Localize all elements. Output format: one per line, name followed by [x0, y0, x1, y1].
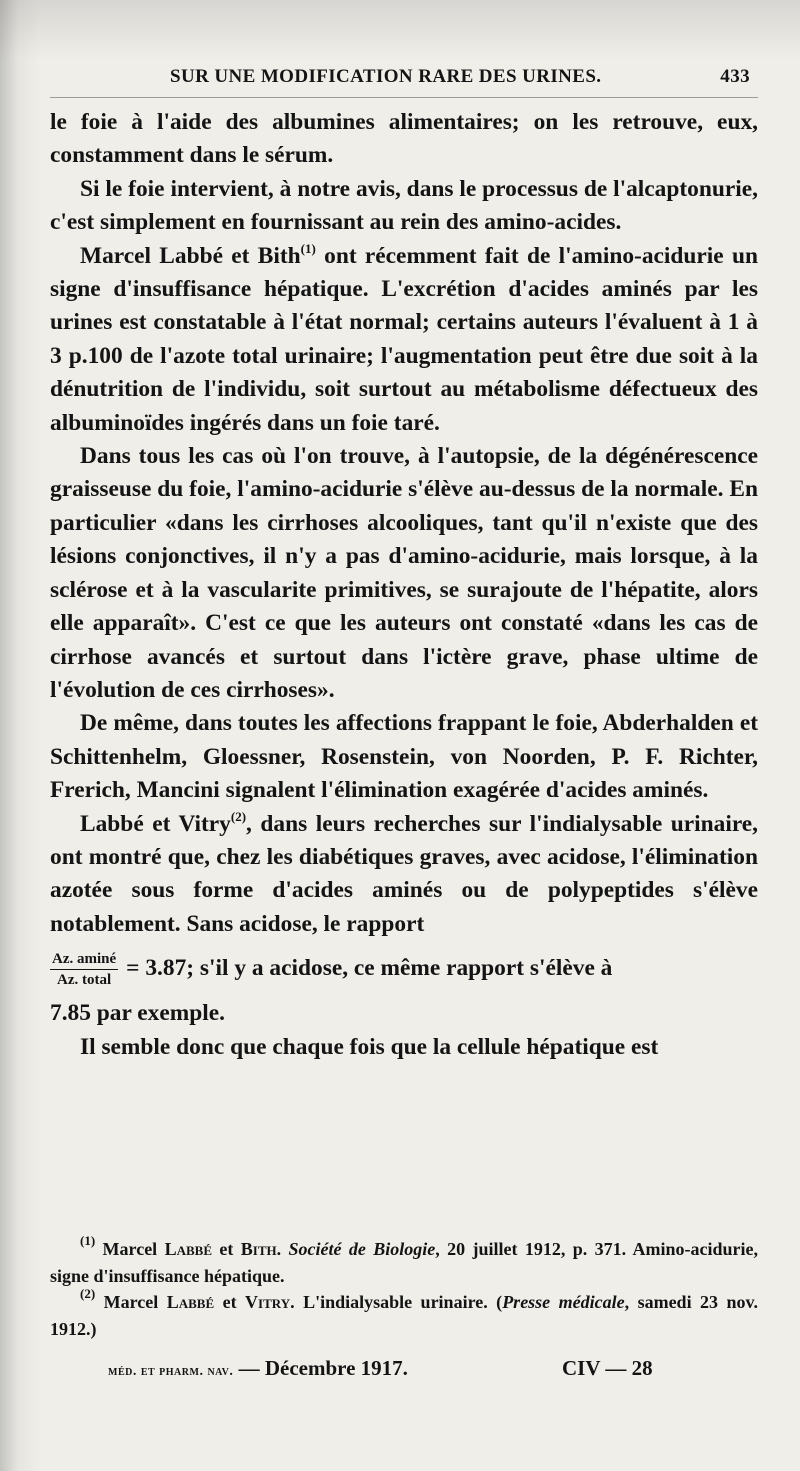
footnote-2-text: , samedi 23 nov. 1912.): [50, 1292, 758, 1339]
footnote-2-text: et: [214, 1292, 246, 1312]
footnote-ref-2: (2): [230, 808, 247, 824]
formula-text: = 3.87; s'il y a acidose, ce même rapport s'élève à: [126, 955, 613, 982]
footer-date: Décembre 1917.: [264, 1356, 408, 1380]
signature-mark: CIV — 28: [562, 1356, 653, 1380]
page-number: 433: [720, 66, 750, 87]
footnote-1-text: et: [212, 1239, 241, 1259]
running-head: [50, 66, 758, 94]
body-text: [50, 106, 758, 1064]
paragraph-4: Dans tous les cas où l'on trouve, à l'autopsie, de la dégénérescence graisseuse du foie, l'amino-acidurie s'élève au-dessus de la normale. En particulier «dans les cirrhoses alcooliques, tant qu'il n'existe que des lésions conjonctives, il n'y a pas d'amino-acidurie, mais lorsque, à la sclérose et à la vascularite primitives, se surajoute de l'hépatite, alors elle apparaît». C'est ce que les auteurs ont constaté «dans les cas de cirrhose avancés et surtout dans l'ictère grave, phase ultime de l'évolution de ces cirrhoses».: [50, 443, 758, 703]
paragraph-6-lead: Labbé et Vitry: [80, 810, 231, 837]
ratio-formula: [50, 941, 758, 997]
ratio-fraction: [50, 950, 118, 989]
author-bith: Bith: [240, 1239, 277, 1259]
paragraph-6-text: , dans leurs recherches sur l'indialysable urinaire, ont montré que, chez les diabétiques graves, avec acidose, l'élimination azotée sous forme d'acides aminés ou de polypeptides s'élève notablement. Sans acidose, le rapport: [50, 810, 759, 937]
page-footer: [50, 1354, 758, 1384]
paragraph-2: Si le foie intervient, à notre avis, dans le processus de l'alcaptonurie, c'est simplement en fournissant au rein des amino-acides.: [50, 175, 758, 236]
fraction-denominator: Az. total: [57, 971, 112, 988]
footnote-ref-1: (1): [300, 240, 316, 256]
footer-journal: méd. et pharm. nav.: [108, 1364, 234, 1379]
journal-title: Société de Biologie: [288, 1239, 436, 1259]
footnote-2-mark: (2): [80, 1286, 96, 1301]
paragraph-5: De même, dans toutes les affections frappant le foie, Abderhalden et Schittenhelm, Gloessner, Rosenstein, von Noorden, P. F. Richter, Frerich, Mancini signalent l'élimination exagérée d'acides aminés.: [50, 710, 758, 804]
author-labbe: Labbé: [164, 1239, 212, 1259]
footnote-1-mark: (1): [80, 1233, 96, 1248]
author-labbe: Labbé: [166, 1292, 215, 1312]
footer-separator: —: [233, 1356, 265, 1380]
paragraph-6-end: 7.85 par exemple.: [50, 1000, 225, 1027]
header-divider: [50, 97, 758, 98]
footnote-1: [50, 1233, 759, 1289]
paragraph-3-lead: Marcel Labbé et Bith: [80, 242, 301, 269]
paragraph-7: Il semble donc que chaque fois que la cellule hépatique est: [80, 1033, 659, 1060]
footnote-1-text: .: [276, 1239, 289, 1259]
footnotes: [50, 1233, 759, 1342]
footnote-2: [50, 1286, 758, 1342]
journal-title: Presse médicale: [502, 1292, 625, 1312]
footnote-2-text: Marcel: [95, 1292, 167, 1312]
paragraph-6: [50, 808, 758, 942]
footnote-1-text: Marcel: [95, 1239, 165, 1259]
paragraph-1: le foie à l'aide des albumines alimentaires; on les retrouve, eux, constamment dans le sérum.: [50, 109, 758, 169]
running-title: SUR UNE MODIFICATION RARE DES URINES.: [170, 66, 602, 87]
footnote-2-text: . L'indialysable urinaire. (: [290, 1292, 503, 1312]
paragraph-3: [50, 240, 758, 440]
fraction-numerator: Az. aminé: [50, 950, 118, 970]
footnote-1-text: , 20 juillet 1912, p. 371. Amino-acidurie, signe d'insuffisance hépatique.: [50, 1239, 759, 1286]
paragraph-3-text: ont récemment fait de l'amino-acidurie un signe d'insuffisance hépatique. L'excrétion d'acides aminés par les urines est constatable à l'état normal; certains auteurs l'évaluent à 1 à 3 p.100 de l'azote total urinaire; l'augmentation peut être due soit à la dénutrition de l'individu, soit surtout au métabolisme défectueux des albuminoïdes ingérés dans un foie taré.: [50, 242, 758, 436]
footer-journal-date: [108, 1356, 408, 1381]
author-vitry: Vitry: [245, 1292, 291, 1312]
